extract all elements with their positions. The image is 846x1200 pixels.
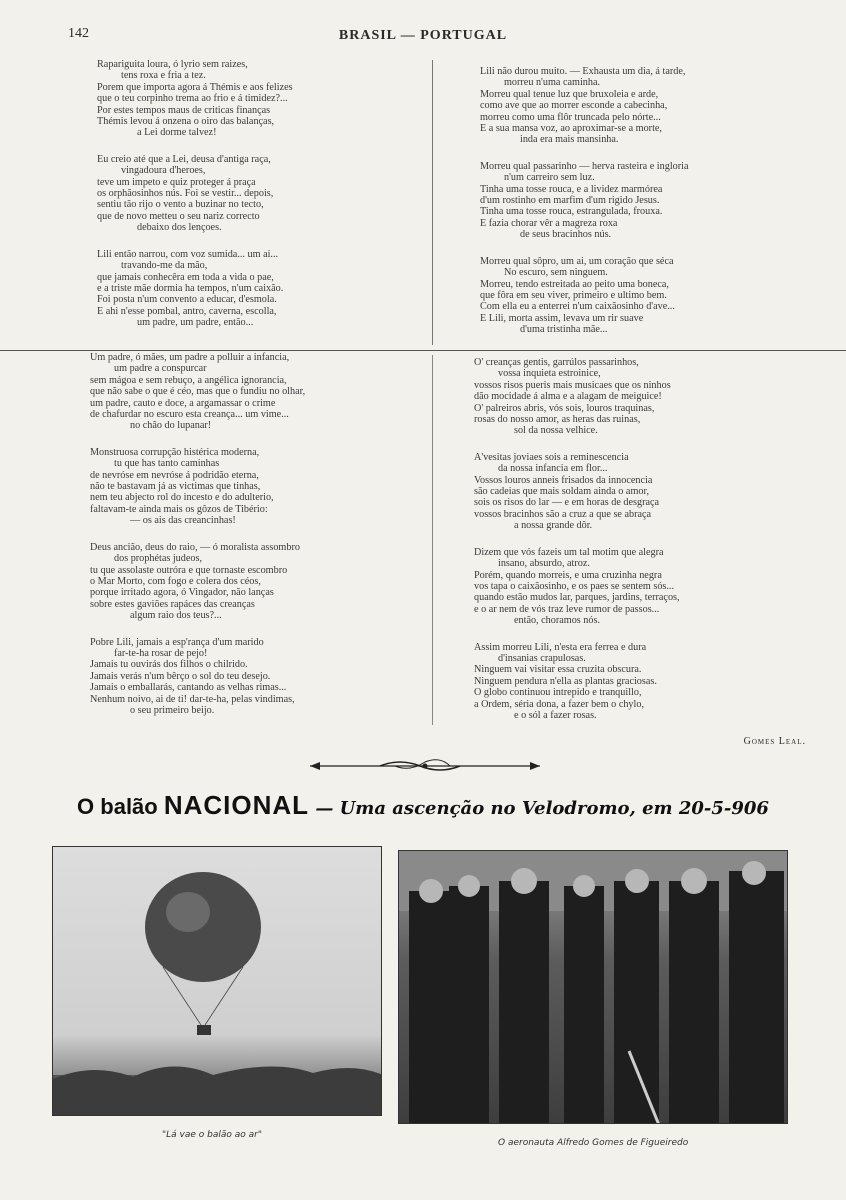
poem-line: a Ordem, séria dona, a fazer bem o chylo,	[474, 698, 644, 710]
poem-line: far-te-ha rosar de pejo!	[114, 647, 208, 659]
poem-line: insano, absurdo, atroz.	[498, 558, 590, 570]
stanza	[480, 66, 765, 146]
poem-line: como ave que ao morrer esconde a cabecinha,	[480, 100, 668, 112]
poem-line: a Lei dorme talvez!	[137, 127, 217, 139]
poem-signature: Gomes Leal.	[743, 736, 806, 747]
poem-column-left-bottom	[90, 352, 380, 731]
poem-line: — os ais das creancinhas!	[130, 515, 236, 527]
poem-line: d'insanias crapulosas.	[498, 652, 586, 664]
stanza	[90, 637, 380, 717]
poem-line: um padre, um padre, então...	[137, 317, 254, 329]
poem-line: Pobre Lili, jamais a esp'rança d'um marido	[90, 636, 264, 648]
poem-line: quando estão mudos lar, parques, jardins, terraços,	[474, 592, 680, 604]
page-number: 142	[68, 26, 89, 41]
poem-line: O' palreiros abris, vós sois, louros traquinas,	[474, 402, 655, 414]
poem-line: Ninguem pendura n'ella as plantas graciosas.	[474, 675, 657, 687]
stanza	[97, 59, 377, 139]
poem-line: Foi posta n'um convento a educar, d'esmola.	[97, 294, 277, 306]
stanza	[97, 249, 377, 329]
poem-line: vossos risos pueris mais musicaes que os ninhos	[474, 379, 671, 391]
headline-part1: O balão	[77, 794, 164, 819]
stanza	[474, 547, 774, 627]
poem-line: Eu creio até que a Lei, deusa d'antiga raça,	[97, 153, 271, 165]
poem-line: O' creanças gentis, garrúlos passarinhos,	[474, 357, 639, 368]
poem-line: de chafurdar no escuro esta creança... um vime...	[90, 409, 289, 421]
poem-line: vingadoura d'heroes,	[121, 165, 206, 177]
poem-line: A'vesitas joviaes sois a reminescencia	[474, 451, 629, 463]
article-headline	[0, 790, 846, 821]
poem-line: Lili não durou muito. — Exhausta um dia, á tarde,	[480, 66, 686, 77]
poem-line: e a triste mãe dormia ha tempos, n'um caixão.	[97, 282, 284, 294]
stanza	[90, 352, 380, 432]
stanza	[474, 642, 774, 722]
poem-line: rosas do nosso amor, as heras das ruinas,	[474, 414, 641, 426]
poem-line: que o teu corpinho trema ao frio e á timidez?...	[97, 93, 288, 105]
masthead: BRASIL — PORTUGAL	[338, 28, 508, 43]
poem-line: travando-me da mão,	[121, 260, 208, 272]
poem-line: Lili então narrou, com voz sumida... um ai...	[97, 248, 279, 260]
stanza	[90, 447, 380, 527]
poem-line: inda era mais mansinha.	[520, 134, 619, 146]
poem-line: de nevróse em nevróse á podridão eterna,	[90, 469, 259, 481]
poem-line: Porém, quando morreis, e uma cruzinha negra	[474, 569, 662, 581]
stanza	[474, 357, 774, 437]
poem-line: o seu primeiro beijo.	[130, 704, 215, 716]
poem-line: tu que has tanto caminhas	[114, 458, 220, 470]
poem-line: Dizem que vós fazeis um tal motim que alegra	[474, 546, 664, 558]
poem-line: no chão do lupanar!	[130, 420, 212, 432]
stanza	[480, 256, 765, 336]
poem-line: que jamais conhecêra em toda a vida o pae,	[97, 271, 274, 283]
poem-line: Jamais verás n'um bêrço o sol do teu desejo.	[90, 670, 271, 682]
headline-part3: — Uma ascenção no Velodromo, em 20-5-906	[309, 798, 769, 819]
poem-line: que fôra em seu viver, primeiro e ultimo bem.	[480, 289, 667, 301]
poem-line: sem mágoa e sem rebuço, a angélica ignorancia,	[90, 374, 287, 386]
poem-line: dos prophétas judeos,	[114, 553, 202, 565]
page-header	[0, 26, 846, 46]
poem-line: Morreu qual passarinho — herva rasteira e ingloria	[480, 160, 689, 172]
stanza	[474, 452, 774, 532]
poem-line: Por estes tempos maus de criticas finanças	[97, 104, 271, 116]
poem-line: Com ella eu a enterrei n'um caixãosinho d'ave...	[480, 301, 675, 313]
poem-line: vos tapa o caixãosinho, e os paes se sentem sós...	[474, 580, 675, 592]
poem-line: E Lili, morta assim, levava um rir suave	[480, 312, 644, 324]
poem-line: não te bastavam já as victimas que tinhas,	[90, 481, 261, 493]
poem-line: dão mocidade á alma e a alagam de meiguice!	[474, 391, 662, 403]
poem-line: E fazia chorar vêr a magreza roxa	[480, 217, 618, 229]
poem-line: Morreu qual sôpro, um ai, um coração que séca	[480, 255, 674, 267]
poem-line: teve um impeto e quiz proteger á praça	[97, 176, 256, 188]
poem-line: vossos bracinhos são a cruz a que se abraça	[474, 508, 652, 520]
poem-line: Nenhum noivo, ai de ti! dar-te-ha, pelas vindimas,	[90, 693, 295, 705]
poem-line: E ahi n'esse pombal, antro, caverna, escolla,	[97, 305, 277, 317]
poem-line: Ninguem vai visitar essa cruzita obscura.	[474, 664, 642, 676]
poem-line: e o ar nem de vós traz leve rumor de passos...	[474, 603, 660, 615]
poem-line: sol da nossa velhice.	[514, 425, 598, 437]
poem-line: E a sua mansa voz, ao aproximar-se a morte,	[480, 123, 662, 135]
headline-nacional: NACIONAL	[163, 790, 310, 820]
poem-column-left-top	[97, 59, 377, 344]
poem-line: da nossa infancia em flor...	[498, 463, 608, 475]
column-divider-top	[432, 60, 433, 345]
poem-column-right-bottom	[474, 357, 774, 736]
poem-line: são cadeias que mais soldam ainda o amor,	[474, 486, 649, 498]
poem-line: nem teu abjecto rol do incesto e do adulterio,	[90, 492, 274, 504]
stanza	[97, 154, 377, 234]
poem-line: Thémis levou á onzena o oiro das balanças,	[97, 116, 275, 128]
poem-line: vossa inquieta estroinice,	[498, 368, 601, 380]
poem-column-right-top	[480, 66, 765, 351]
poem-line: o Mar Morto, com fogo e colera dos céos,	[90, 575, 261, 587]
column-divider-bottom	[432, 355, 433, 725]
poem-line: Morreu, tendo estreitada ao peito uma boneca,	[480, 278, 669, 290]
balloon-photo	[52, 846, 382, 1116]
poem-line: morreu n'uma caminha.	[504, 77, 601, 89]
poem-line: Tinha uma tosse rouca, estrangulada, frouxa.	[480, 206, 663, 218]
poem-line: tens roxa e fria a tez.	[121, 70, 206, 82]
poem-line: sobre estes gaviões rapáces das creanças	[90, 598, 255, 610]
poem-line: Porem que importa agora á Thémis e aos felizes	[97, 81, 293, 93]
poem-line: morreu como uma flôr truncada pelo nórte...	[480, 111, 661, 123]
poem-line: Monstruosa corrupção histérica moderna,	[90, 446, 260, 458]
poem-line: sois os risos do lar — e em horas de desgraça	[474, 497, 660, 509]
poem-line: debaixo dos lençoes.	[137, 222, 222, 234]
balloon-illustration	[53, 847, 382, 1116]
poem-line: um padre, cauto e doce, a argamassar o crime	[90, 397, 276, 409]
poem-line: os orphãosinhos nús. Foi se vestir... depois,	[97, 188, 274, 200]
poem-line: d'uma tristinha mãe...	[520, 324, 608, 336]
poem-line: que não sabe o que é céo, mas que o fundiu no olhar,	[90, 386, 306, 398]
poem-line: Assim morreu Lili, n'esta era ferrea e dura	[474, 641, 647, 653]
poem-line: Rapariguita loura, ó lyrio sem raizes,	[97, 59, 248, 70]
poem-line: Um padre, ó mães, um padre a polluir a infancia,	[90, 352, 290, 363]
poem-line: tu que assolaste outróra e que tornaste escombro	[90, 564, 288, 576]
poem-line: que de novo metteu o seu nariz correcto	[97, 210, 260, 222]
aeronaut-group-photo	[398, 850, 788, 1124]
poem-line: Vossos louros anneis frisados da innocencia	[474, 474, 653, 486]
stanza	[90, 542, 380, 622]
poem-line: e o sól a fazer rosas.	[514, 709, 597, 721]
stanza	[480, 161, 765, 241]
poem-line: No escuro, sem ninguem.	[504, 267, 608, 279]
poem-line: de seus bracinhos nús.	[520, 229, 612, 241]
poem-line: Tinha uma tosse rouca, e a lividez marmórea	[480, 183, 663, 195]
caption-aeronaut: O aeronauta Alfredo Gomes de Figueiredo	[498, 1138, 689, 1148]
poem-line: d'um rostinho em marfim d'um rigido Jesus.	[480, 195, 660, 207]
poem-line: algum raio dos teus?...	[130, 610, 222, 622]
poem-line: faltavam-te ainda mais os gôzos de Tibério:	[90, 503, 268, 515]
poem-line: Jamais o emballarás, cantando as velhas rimas...	[90, 682, 287, 694]
poem-line: n'um carreiro sem luz.	[504, 172, 595, 184]
poem-line: O globo continuou intrepido e tranquillo,	[474, 687, 642, 699]
poem-line: Deus ancião, deus do raio, — ó moralista assombro	[90, 541, 300, 553]
poem-line: Morreu qual tenue luz que bruxoleia e arde,	[480, 88, 659, 100]
poem-line: sentiu tão rijo o vento a buzinar no tecto,	[97, 199, 264, 211]
poem-line: então, choramos nós.	[514, 615, 601, 627]
poem-line: porque irritado agora, ó Vingador, não lanças	[90, 587, 274, 599]
ornament-divider	[300, 756, 550, 776]
caption-balloon: "Lá vae o balão ao ar"	[162, 1130, 262, 1140]
poem-line: a nossa grande dôr.	[514, 520, 593, 532]
poem-line: um padre a conspurcar	[114, 363, 207, 375]
poem-line: Jamais tu ouvirás dos filhos o chilrido.	[90, 659, 248, 671]
crowd-illustration	[399, 851, 788, 1124]
